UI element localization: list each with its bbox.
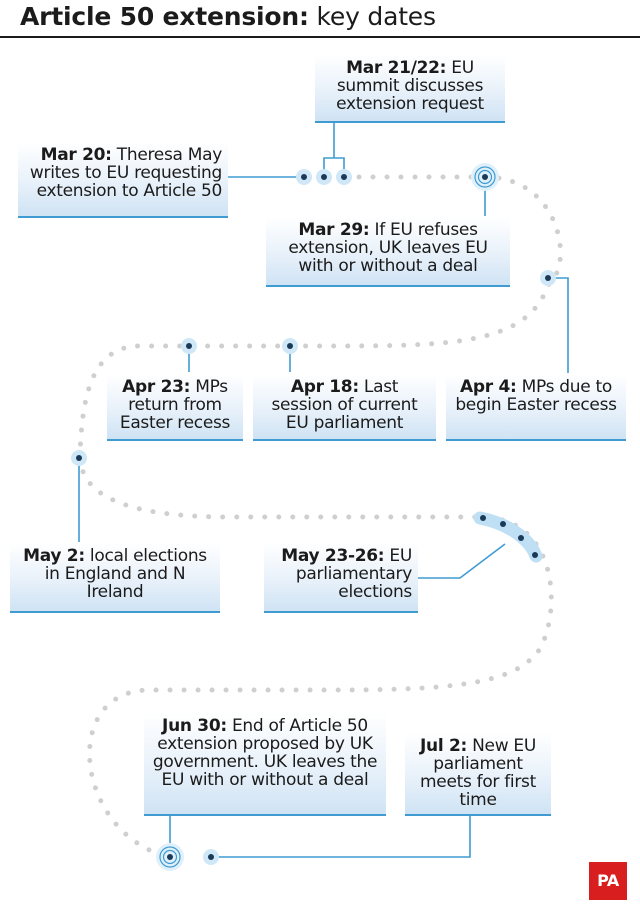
node-mar22 xyxy=(336,169,352,185)
connector-jul2 xyxy=(211,813,470,857)
node-apr18 xyxy=(282,338,298,354)
event-jun30: Jun 30: End of Article 50 extension proposed by UK government. UK leaves the EU with or without a deal xyxy=(144,713,386,816)
node-mar21 xyxy=(316,169,332,185)
node-may26 xyxy=(532,552,538,558)
connector-mar21 xyxy=(324,122,344,177)
node-may24 xyxy=(500,521,506,527)
node-jun30 xyxy=(156,843,184,871)
node-apr23 xyxy=(181,338,197,354)
node-mar20 xyxy=(296,169,312,185)
node-may23 xyxy=(480,515,486,521)
event-jul2: Jul 2: New EU parliament meets for first time xyxy=(405,733,551,816)
event-apr18: Apr 18: Last session of current EU parliament xyxy=(253,374,436,441)
node-mar29 xyxy=(471,163,499,191)
event-mar29: Mar 29: If EU refuses extension, UK leaves EU with or without a deal xyxy=(266,217,510,287)
pa-logo: PA xyxy=(589,862,627,900)
event-mar20: Mar 20: Theresa May writes to EU requesting extension to Article 50 xyxy=(18,142,228,218)
connector-may23 xyxy=(418,544,505,578)
event-apr4: Apr 4: MPs due to begin Easter recess xyxy=(446,374,626,441)
highlight-may23 xyxy=(480,518,536,556)
node-jul2 xyxy=(203,849,219,865)
connector-apr4 xyxy=(548,278,568,373)
page-title: Article 50 extension: key dates xyxy=(20,2,436,31)
event-mar21: Mar 21/22: EU summit discusses extension request xyxy=(315,55,505,123)
node-apr4 xyxy=(540,270,556,286)
event-apr23: Apr 23: MPs return from Easter recess xyxy=(107,374,243,441)
event-may2: May 2: local elections in England and N Ireland xyxy=(10,543,220,613)
node-may25 xyxy=(518,535,524,541)
event-may23: May 23-26: EU parliamentary elections xyxy=(264,543,418,613)
node-may2 xyxy=(71,450,87,466)
